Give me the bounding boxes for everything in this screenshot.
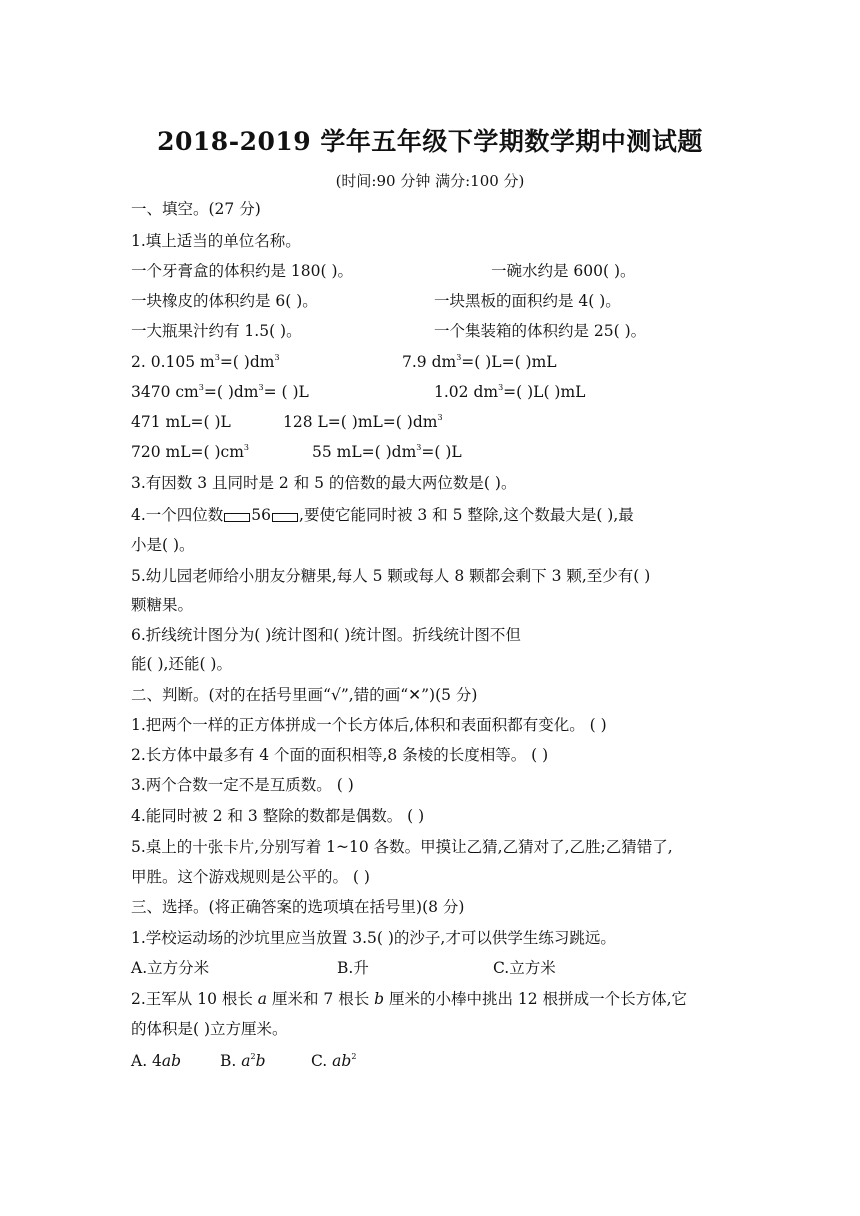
fill-item: 一大瓶果汁约有 1.5( )。: [131, 322, 302, 340]
fill-item: 一块橡皮的体积约是 6( )。: [131, 292, 318, 310]
fill-item: 1.02 $dm^3=$( )L( )mL: [434, 383, 586, 401]
section-3-heading: 三、选择。(将正确答案的选项填在括号里)(8 分): [131, 898, 465, 916]
section-1-heading: 一、填空。(27 分): [131, 200, 261, 218]
fill-item: 2. 0.105 $m^3=$( )$dm^3$: [131, 353, 280, 371]
choice-options: [131, 1050, 531, 1072]
question-1-5-cont: 颗糖果。: [131, 596, 194, 614]
question-row: [131, 381, 731, 403]
fill-item: 一块黑板的面积约是 4( )。: [434, 292, 621, 310]
option-b: B. $a^2b$: [220, 1052, 266, 1070]
question-row: [131, 260, 731, 282]
option-a: A. 4ab: [131, 1052, 182, 1070]
option-b: B.升: [337, 959, 369, 977]
fill-item: 7.9 $dm^3=$( )L=( )mL: [402, 353, 557, 371]
question-1-5: 5.幼儿园老师给小朋友分糖果,每人 5 颗或每人 8 颗都会剩下 3 颗,至少有( ): [131, 567, 651, 585]
judge-item: 4.能同时被 2 和 3 整除的数都是偶数。 ( ): [131, 807, 425, 825]
question-1-6-cont: 能( ),还能( )。: [131, 655, 232, 673]
question-1-1: 1.填上适当的单位名称。: [131, 232, 301, 250]
question-1-4-cont: 小是( )。: [131, 536, 195, 554]
digit-blank: [272, 513, 298, 522]
choice-question-1: 1.学校运动场的沙坑里应当放置 3.5( )的沙子,才可以供学生练习跳远。: [131, 929, 616, 947]
choice-question-2: 2.王军从 10 根长 a 厘米和 7 根长 b 厘米的小棒中挑出 12 根拼成一个长方体,它: [131, 990, 687, 1008]
fill-item: 55 mL=( )$dm^3=$( )L: [312, 443, 462, 461]
fill-item: 一个牙膏盒的体积约是 180( )。: [131, 262, 354, 280]
option-a: A.立方分米: [131, 959, 210, 977]
exam-info: (时间:90 分钟 满分:100 分): [335, 172, 525, 190]
fill-item: 3470 $cm^3=$( )$dm^3=$ ( )L: [131, 383, 309, 401]
section-2-heading: 二、判断。(对的在括号里画“√”,错的画“✕”)(5 分): [131, 686, 478, 704]
judge-item: 5.桌上的十张卡片,分别写着 1~10 各数。甲摸让乙猜,乙猜对了,乙胜;乙猜错了,: [131, 838, 673, 856]
fill-item: 471 mL=( )L: [131, 413, 231, 431]
fill-item: 128 L=( )mL=( )$dm^3$: [283, 413, 443, 431]
choice-question-2-cont: 的体积是( )立方厘米。: [131, 1020, 288, 1038]
option-c: C. $ab^2$: [311, 1052, 357, 1070]
question-row: [131, 290, 731, 312]
fill-item: 720 mL=( )$cm^3$: [131, 443, 249, 461]
judge-item-cont: 甲胜。这个游戏规则是公平的。 ( ): [131, 868, 370, 886]
judge-item: 3.两个合数一定不是互质数。 ( ): [131, 776, 354, 794]
option-c: C.立方米: [493, 959, 556, 977]
question-row: [131, 441, 731, 463]
page-title: 2018-2019 学年五年级下学期数学期中测试题: [157, 127, 703, 156]
question-1-3: 3.有因数 3 且同时是 2 和 5 的倍数的最大两位数是( )。: [131, 474, 517, 492]
digit-blank: [224, 513, 250, 522]
question-1-4: 4.一个四位数 56 ,要使它能同时被 3 和 5 整除,这个数最大是( ),最: [131, 506, 634, 524]
fill-item: 一碗水约是 600( )。: [491, 262, 636, 280]
question-row: [131, 351, 731, 373]
question-row: [131, 411, 731, 433]
judge-item: 2.长方体中最多有 4 个面的面积相等,8 条棱的长度相等。 ( ): [131, 746, 549, 764]
choice-options: [131, 957, 731, 979]
fill-item: 一个集装箱的体积约是 25( )。: [434, 322, 647, 340]
question-1-6: 6.折线统计图分为( )统计图和( )统计图。折线统计图不但: [131, 626, 521, 644]
judge-item: 1.把两个一样的正方体拼成一个长方体后,体积和表面积都有变化。 ( ): [131, 716, 607, 734]
question-row: [131, 320, 731, 342]
